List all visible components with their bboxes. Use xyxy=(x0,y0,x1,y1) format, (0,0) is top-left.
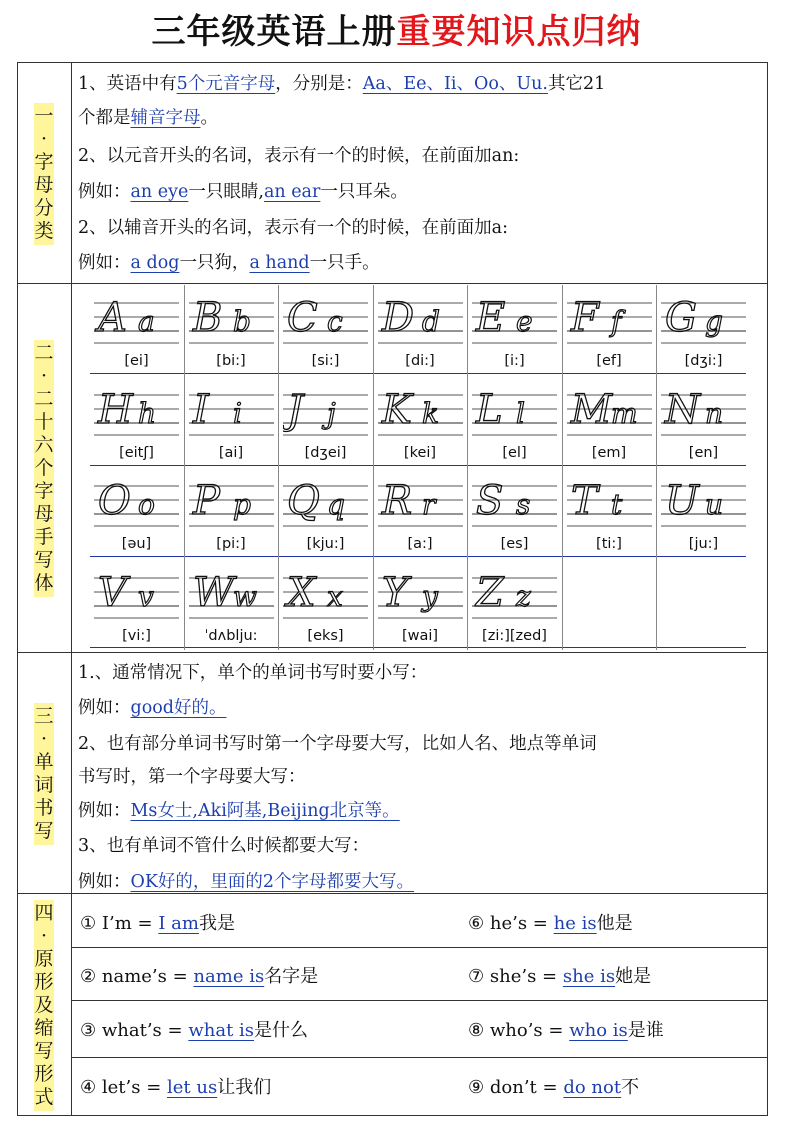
svg-text:S: S xyxy=(476,478,504,524)
text-fragment: 1、英语中有 xyxy=(78,74,177,94)
letter-cell-n xyxy=(657,377,750,467)
text-fragment: ，分别是： xyxy=(275,74,363,94)
chinese-meaning: 他是 xyxy=(596,913,633,934)
grid-col-line xyxy=(656,285,657,650)
text-fragment: 一只眼睛, xyxy=(188,182,264,202)
letter-cell-i xyxy=(185,377,278,467)
svg-text:Q: Q xyxy=(287,478,320,524)
handwriting-glyph xyxy=(378,381,463,443)
svg-text:X: X xyxy=(287,569,316,616)
text-fragment: 个都是 xyxy=(78,108,131,128)
svg-text:s: s xyxy=(516,488,531,521)
section-label-text: 一 · 字 母 分 类 xyxy=(34,103,54,245)
text-line xyxy=(78,659,427,684)
svg-text:A: A xyxy=(98,295,127,341)
text-fragment: 1.、通常情况下，单个的单词书写时要小写： xyxy=(78,663,428,683)
text-fragment: 例如： xyxy=(78,872,131,892)
contraction-item xyxy=(80,909,235,935)
text-line xyxy=(78,142,519,167)
handwriting-glyph xyxy=(567,381,652,443)
row-divider xyxy=(71,947,768,948)
text-line xyxy=(78,868,414,893)
phonetic-label: [a:] xyxy=(407,536,433,552)
section-label-text: 二 · 二 十 六 个 字 母 手 写 体 xyxy=(34,340,54,597)
svg-text:o: o xyxy=(138,488,155,521)
full-form: name is xyxy=(193,966,265,987)
section-label-text: 三 · 单 词 书 写 xyxy=(34,703,54,845)
svg-text:G: G xyxy=(665,295,697,341)
svg-text:r: r xyxy=(421,488,435,521)
handwriting-glyph xyxy=(661,381,746,443)
item-number: ⑧ xyxy=(468,1020,485,1041)
svg-text:c: c xyxy=(327,305,343,338)
text-fragment: 例如： xyxy=(78,698,131,718)
contraction-item xyxy=(80,962,318,988)
grid-col-line xyxy=(562,285,563,650)
full-form: I am xyxy=(158,913,199,934)
svg-text:v: v xyxy=(138,579,154,613)
letter-cell-o xyxy=(90,468,183,558)
letter-cell-t xyxy=(563,468,656,558)
text-fragment: 一只手。 xyxy=(309,253,380,273)
chinese-meaning: 是什么 xyxy=(254,1020,309,1041)
svg-text:W: W xyxy=(192,569,234,616)
text-fragment: 例如： xyxy=(78,801,131,821)
letter-cell-b xyxy=(185,285,278,375)
svg-text:p: p xyxy=(232,488,251,521)
handwriting-glyph xyxy=(283,472,368,534)
chinese-meaning: 她是 xyxy=(615,966,652,987)
svg-text:q: q xyxy=(327,488,345,521)
divider-3 xyxy=(17,893,768,894)
phonetic-label: [əu] xyxy=(121,536,152,552)
full-form: he is xyxy=(553,913,597,934)
contraction: he’s = xyxy=(489,913,548,934)
letter-cell-y xyxy=(374,560,467,650)
svg-text:N: N xyxy=(665,386,700,433)
text-fragment: 。 xyxy=(200,108,218,128)
letter-cell-d xyxy=(374,285,467,375)
chinese-meaning: 是谁 xyxy=(627,1020,664,1041)
item-number: ② xyxy=(80,966,97,987)
handwriting-glyph xyxy=(94,564,179,626)
grid-col-line xyxy=(184,285,185,650)
text-fragment: 一只狗， xyxy=(179,253,250,273)
contraction-item xyxy=(468,962,651,988)
phonetic-label: [eitʃ] xyxy=(119,444,154,461)
text-line xyxy=(78,214,508,239)
item-number: ⑥ xyxy=(468,913,485,934)
text-fragment: 例如： xyxy=(78,253,131,273)
contraction-item xyxy=(468,909,633,935)
letter-cell-k xyxy=(374,377,467,467)
svg-text:E: E xyxy=(476,295,506,341)
svg-text:d: d xyxy=(421,305,440,338)
handwriting-glyph xyxy=(189,289,274,351)
phonetic-label: [ei] xyxy=(124,353,149,369)
letter-cell-x xyxy=(279,560,372,650)
phonetic-label: [el] xyxy=(502,444,527,461)
svg-text:O: O xyxy=(98,478,131,524)
handwriting-grid xyxy=(90,285,746,650)
text-line xyxy=(78,70,605,95)
highlighted-phrase: 5个元音字母 xyxy=(176,74,276,94)
svg-text:a: a xyxy=(138,305,155,338)
text-line xyxy=(78,730,597,755)
grid-col-line xyxy=(278,285,279,650)
highlighted-phrase: an eye xyxy=(130,182,189,202)
handwriting-glyph xyxy=(472,472,557,534)
letter-cell-j xyxy=(279,377,372,467)
text-line xyxy=(78,694,226,719)
svg-text:u: u xyxy=(705,488,724,521)
handwriting-glyph xyxy=(94,289,179,351)
divider-2 xyxy=(17,652,768,653)
handwriting-glyph xyxy=(472,564,557,626)
handwriting-glyph xyxy=(189,564,274,626)
handwriting-glyph xyxy=(661,472,746,534)
letter-cell-w xyxy=(185,560,278,650)
phonetic-label: [i:] xyxy=(504,353,525,369)
text-fragment: 2、也有部分单词书写时第一个字母要大写，比如人名、地点等单词 xyxy=(78,734,597,754)
phonetic-label: [wai] xyxy=(401,627,439,644)
contraction: who’s = xyxy=(489,1020,564,1041)
handwriting-glyph xyxy=(94,472,179,534)
full-form: what is xyxy=(188,1020,255,1041)
phonetic-label: [ai] xyxy=(218,444,244,461)
grid-row-line xyxy=(90,556,746,557)
phonetic-label: [es] xyxy=(500,536,529,552)
text-line xyxy=(78,104,218,129)
svg-text:j: j xyxy=(327,396,336,430)
text-fragment: 书写时，第一个字母要大写： xyxy=(78,767,306,787)
letter-cell-q xyxy=(279,468,372,558)
phonetic-label: [ef] xyxy=(596,353,622,369)
svg-text:V: V xyxy=(98,569,127,616)
chinese-meaning: 不 xyxy=(621,1077,640,1098)
grid-col-line xyxy=(467,285,468,650)
text-fragment: 3、也有单词不管什么时候都要大写： xyxy=(78,836,370,856)
letter-cell-m xyxy=(563,377,656,467)
text-fragment: 例如： xyxy=(78,182,131,202)
svg-text:e: e xyxy=(516,305,533,338)
phonetic-label: [ju:] xyxy=(688,536,719,552)
contraction: let’s = xyxy=(101,1077,162,1098)
handwriting-glyph xyxy=(472,381,557,443)
text-line xyxy=(78,178,408,203)
chinese-meaning: 名字是 xyxy=(264,966,319,987)
chinese-meaning: 我是 xyxy=(198,913,235,934)
handwriting-glyph xyxy=(283,381,368,443)
handwriting-glyph xyxy=(567,472,652,534)
text-fragment: 一只耳朵。 xyxy=(320,182,408,202)
highlighted-phrase: 辅音字母 xyxy=(130,108,201,128)
svg-text:I: I xyxy=(192,386,209,433)
item-number: ⑦ xyxy=(468,966,485,987)
section-label-2 xyxy=(19,285,69,652)
svg-text:R: R xyxy=(381,478,412,524)
letter-cell-e xyxy=(468,285,561,375)
letter-cell-l xyxy=(468,377,561,467)
svg-text:h: h xyxy=(138,396,157,430)
contraction-item xyxy=(80,1073,271,1099)
contraction: name’s = xyxy=(101,966,188,987)
phonetic-label: [ti:] xyxy=(596,536,622,552)
highlighted-phrase: OK好的，里面的2个字母都要大写。 xyxy=(130,872,415,892)
handwriting-glyph xyxy=(189,472,274,534)
handwriting-glyph xyxy=(189,381,274,443)
letter-cell-p xyxy=(185,468,278,558)
highlighted-phrase: Ms女士,Aki阿基,Beijing北京等。 xyxy=(130,801,400,821)
section-label-3 xyxy=(19,654,69,893)
svg-text:Y: Y xyxy=(381,569,408,616)
svg-text:J: J xyxy=(287,386,304,433)
svg-text:Z: Z xyxy=(476,569,504,616)
svg-text:t: t xyxy=(610,488,622,521)
handwriting-glyph xyxy=(661,289,746,351)
row-divider xyxy=(71,1000,768,1001)
section-label-1 xyxy=(19,64,69,283)
phonetic-label: [en] xyxy=(688,444,719,461)
grid-col-line xyxy=(373,285,374,650)
svg-text:M: M xyxy=(570,386,612,433)
item-number: ① xyxy=(80,913,97,934)
text-fragment: 2、以辅音开头的名词，表示有一个的时候，在前面加a: xyxy=(78,218,508,238)
divider-1 xyxy=(17,283,768,284)
svg-text:D: D xyxy=(381,295,414,341)
letter-cell-a xyxy=(90,285,183,375)
letter-cell-z xyxy=(468,560,561,650)
chinese-meaning: 让我们 xyxy=(217,1077,272,1098)
item-number: ⑨ xyxy=(468,1077,485,1098)
svg-text:n: n xyxy=(705,396,724,430)
grid-row-line xyxy=(90,465,746,466)
text-fragment: 2、以元音开头的名词，表示有一个的时候，在前面加an: xyxy=(78,146,520,166)
grid-row-line xyxy=(90,647,746,648)
handwriting-glyph xyxy=(283,289,368,351)
svg-text:H: H xyxy=(98,386,133,433)
svg-text:U: U xyxy=(665,478,699,524)
svg-text:i: i xyxy=(232,396,242,430)
handwriting-glyph xyxy=(378,472,463,534)
svg-text:y: y xyxy=(421,579,438,613)
svg-text:m: m xyxy=(610,396,638,430)
phonetic-label: [dʒi:] xyxy=(684,353,723,369)
full-form: do not xyxy=(563,1077,622,1098)
row-divider xyxy=(71,1057,768,1058)
phonetic-label: [zi:][zed] xyxy=(482,627,547,644)
text-line xyxy=(78,763,306,788)
contraction: don’t = xyxy=(489,1077,558,1098)
phonetic-label: [eks] xyxy=(307,627,344,644)
svg-text:B: B xyxy=(192,295,222,341)
page-title xyxy=(0,6,793,58)
svg-text:L: L xyxy=(476,386,503,433)
svg-text:z: z xyxy=(516,579,531,613)
item-number: ④ xyxy=(80,1077,97,1098)
handwriting-glyph xyxy=(378,564,463,626)
handwriting-glyph xyxy=(94,381,179,443)
title-black: 三年级英语上册 xyxy=(151,12,397,52)
item-number: ③ xyxy=(80,1020,97,1041)
svg-text:C: C xyxy=(287,295,318,341)
handwriting-glyph xyxy=(378,289,463,351)
svg-text:k: k xyxy=(421,396,439,430)
phonetic-label: [bi:] xyxy=(216,353,246,369)
contraction: I’m = xyxy=(101,913,153,934)
text-line xyxy=(78,797,400,822)
column-divider xyxy=(71,62,72,1116)
section-label-text: 四 · 原 形 及 缩 写 形 式 xyxy=(34,900,54,1111)
svg-text:w: w xyxy=(232,579,257,613)
phonetic-label: [kju:] xyxy=(306,536,345,552)
title-red: 重要知识点归纳 xyxy=(396,12,642,52)
letter-cell-g xyxy=(657,285,750,375)
svg-text:f: f xyxy=(610,305,621,338)
phonetic-label: [si:] xyxy=(311,353,340,369)
phonetic-label: [di:] xyxy=(405,353,435,369)
letter-cell-s xyxy=(468,468,561,558)
letter-cell-v xyxy=(90,560,183,650)
phonetic-label: [dʒei] xyxy=(304,444,347,461)
highlighted-phrase: a dog xyxy=(130,253,180,273)
letter-cell-c xyxy=(279,285,372,375)
svg-text:l: l xyxy=(516,396,525,430)
phonetic-label: [kei] xyxy=(403,444,437,461)
phonetic-label: [vi:] xyxy=(122,627,151,644)
letter-cell-f xyxy=(563,285,656,375)
highlighted-phrase: an ear xyxy=(263,182,321,202)
handwriting-glyph xyxy=(567,289,652,351)
svg-text:P: P xyxy=(192,478,220,524)
phonetic-label: [em] xyxy=(591,444,627,461)
handwriting-glyph xyxy=(283,564,368,626)
contraction: she’s = xyxy=(489,966,558,987)
highlighted-phrase: good好的。 xyxy=(130,698,227,718)
letter-cell-r xyxy=(374,468,467,558)
grid-row-line xyxy=(90,373,746,374)
full-form: let us xyxy=(167,1077,218,1098)
svg-text:T: T xyxy=(570,478,598,524)
full-form: who is xyxy=(569,1020,628,1041)
contraction-item xyxy=(468,1073,639,1099)
letter-cell-h xyxy=(90,377,183,467)
phonetic-label: ˈdʌblju: xyxy=(204,627,258,644)
contraction-item xyxy=(468,1016,664,1042)
full-form: she is xyxy=(562,966,616,987)
highlighted-phrase: Aa、Ee、Ii、Oo、Uu. xyxy=(362,74,548,94)
contraction-item xyxy=(80,1016,308,1042)
highlighted-phrase: a hand xyxy=(249,253,310,273)
svg-text:K: K xyxy=(381,386,412,433)
text-fragment: 其它21 xyxy=(547,74,606,94)
svg-text:g: g xyxy=(705,305,723,338)
svg-text:x: x xyxy=(327,579,343,613)
svg-text:b: b xyxy=(232,305,251,338)
section-label-4 xyxy=(19,895,69,1115)
text-line xyxy=(78,832,369,857)
svg-text:F: F xyxy=(570,295,599,341)
handwriting-glyph xyxy=(472,289,557,351)
contraction: what’s = xyxy=(101,1020,183,1041)
letter-cell-u xyxy=(657,468,750,558)
phonetic-label: [pi:] xyxy=(216,536,246,552)
text-line xyxy=(78,249,380,274)
